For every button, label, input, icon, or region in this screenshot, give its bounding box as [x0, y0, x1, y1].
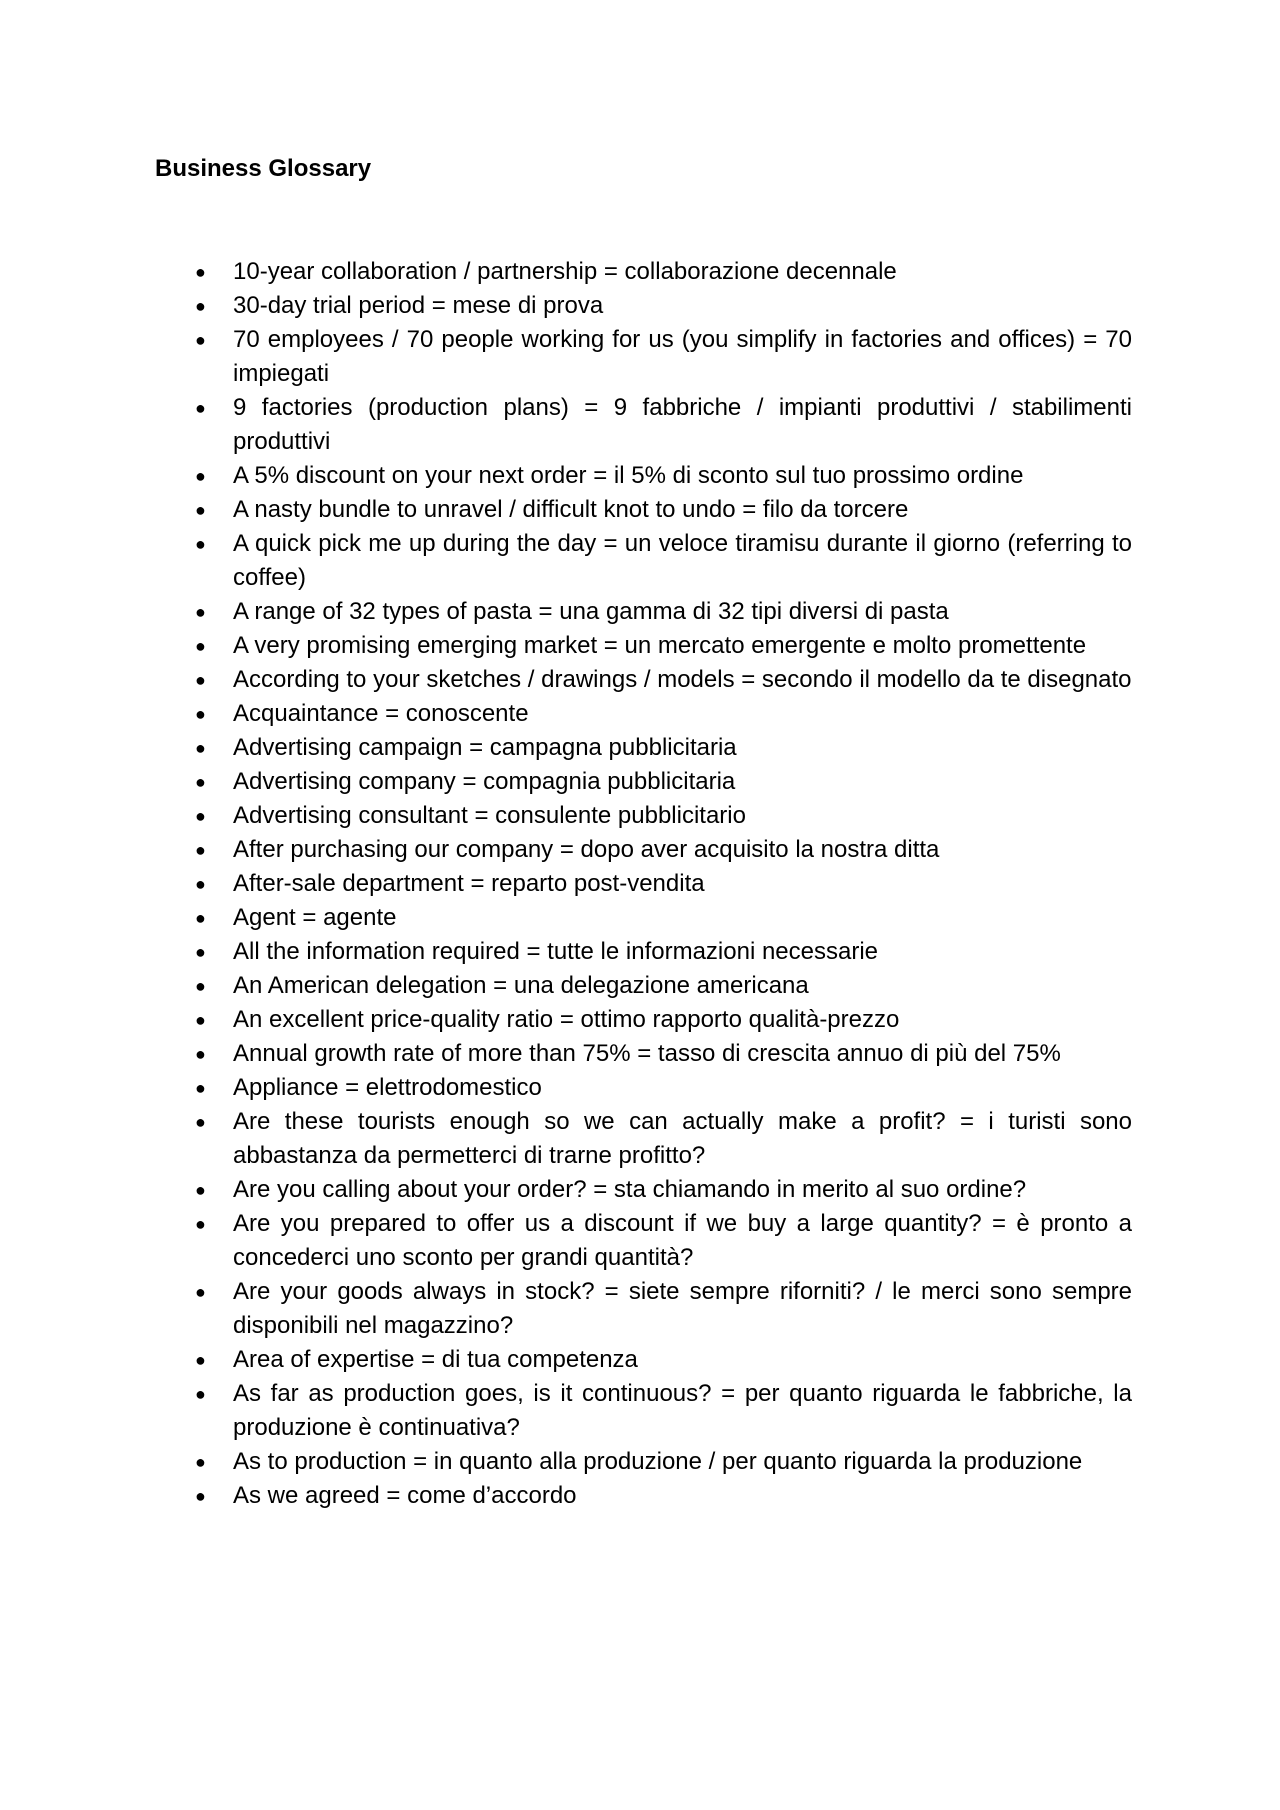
- bullet-icon: ●: [195, 738, 206, 758]
- list-item: [195, 1071, 1132, 1105]
- bullet-icon: ●: [195, 466, 206, 486]
- list-item: [195, 833, 1132, 867]
- bullet-icon: ●: [195, 806, 206, 826]
- list-item: [195, 1173, 1132, 1207]
- entry-text: Are these tourists enough so we can actually make a profit? = i turisti sono abbastanza da permetterci di trarne profitto?: [233, 1108, 1132, 1169]
- entry-text: A quick pick me up during the day = un veloce tiramisu durante il giorno (referring to coffee): [233, 530, 1132, 591]
- bullet-icon: ●: [195, 942, 206, 962]
- entry-text: A very promising emerging market = un mercato emergente e molto promettente: [233, 632, 1087, 659]
- list-item: [195, 289, 1132, 323]
- entry-text: Appliance = elettrodomestico: [233, 1074, 542, 1101]
- bullet-icon: ●: [195, 1452, 206, 1472]
- list-item: [195, 901, 1132, 935]
- entry-text: All the information required = tutte le informazioni necessarie: [233, 938, 878, 965]
- entry-text: According to your sketches / drawings / models = secondo il modello da te disegnato: [233, 666, 1132, 693]
- bullet-icon: ●: [195, 704, 206, 724]
- list-item: [195, 391, 1132, 459]
- bullet-icon: ●: [195, 874, 206, 894]
- entry-text: After purchasing our company = dopo aver acquisito la nostra ditta: [233, 836, 940, 863]
- bullet-icon: ●: [195, 908, 206, 928]
- bullet-icon: ●: [195, 1112, 206, 1132]
- bullet-icon: ●: [195, 1078, 206, 1098]
- bullet-icon: ●: [195, 602, 206, 622]
- list-item: [195, 323, 1132, 391]
- entry-text: As far as production goes, is it continuous? = per quanto riguarda le fabbriche, la produzione è continuativa?: [233, 1380, 1132, 1441]
- list-item: [195, 799, 1132, 833]
- bullet-icon: ●: [195, 398, 206, 418]
- list-item: [195, 697, 1132, 731]
- entry-text: A 5% discount on your next order = il 5% di sconto sul tuo prossimo ordine: [233, 462, 1024, 489]
- entry-text: A range of 32 types of pasta = una gamma di 32 tipi diversi di pasta: [233, 598, 949, 625]
- list-item: [195, 731, 1132, 765]
- list-item: [195, 527, 1132, 595]
- bullet-icon: ●: [195, 670, 206, 690]
- entry-text: 10-year collaboration / partnership = collaborazione decennale: [233, 258, 897, 285]
- bullet-icon: ●: [195, 330, 206, 350]
- bullet-icon: ●: [195, 534, 206, 554]
- list-item: [195, 629, 1132, 663]
- entry-text: 70 employees / 70 people working for us (you simplify in factories and offices) = 70 impiegati: [233, 326, 1132, 387]
- bullet-icon: ●: [195, 840, 206, 860]
- entry-text: Area of expertise = di tua competenza: [233, 1346, 638, 1373]
- entry-text: Annual growth rate of more than 75% = tasso di crescita annuo di più del 75%: [233, 1040, 1061, 1067]
- list-item: [195, 1377, 1132, 1445]
- list-item: [195, 1003, 1132, 1037]
- glossary-list: [195, 255, 1132, 1513]
- entry-text: An American delegation = una delegazione americana: [233, 972, 809, 999]
- bullet-icon: ●: [195, 772, 206, 792]
- bullet-icon: ●: [195, 1282, 206, 1302]
- list-item: [195, 493, 1132, 527]
- bullet-icon: ●: [195, 1486, 206, 1506]
- bullet-icon: ●: [195, 500, 206, 520]
- entry-text: Acquaintance = conoscente: [233, 700, 529, 727]
- bullet-icon: ●: [195, 1214, 206, 1234]
- bullet-icon: ●: [195, 1044, 206, 1064]
- entry-text: 9 factories (production plans) = 9 fabbriche / impianti produttivi / stabilimenti produttivi: [233, 394, 1132, 455]
- bullet-icon: ●: [195, 976, 206, 996]
- list-item: [195, 1037, 1132, 1071]
- entry-text: Are you calling about your order? = sta chiamando in merito al suo ordine?: [233, 1176, 1027, 1203]
- list-item: [195, 1479, 1132, 1513]
- bullet-icon: ●: [195, 1180, 206, 1200]
- bullet-icon: ●: [195, 296, 206, 316]
- list-item: [195, 1275, 1132, 1343]
- entry-text: After-sale department = reparto post-vendita: [233, 870, 705, 897]
- entry-text: 30-day trial period = mese di prova: [233, 292, 604, 319]
- list-item: [195, 969, 1132, 1003]
- bullet-icon: ●: [195, 636, 206, 656]
- list-item: [195, 255, 1132, 289]
- list-item: [195, 765, 1132, 799]
- list-item: [195, 1207, 1132, 1275]
- entry-text: As we agreed = come d’accordo: [233, 1482, 577, 1509]
- bullet-icon: ●: [195, 1350, 206, 1370]
- bullet-icon: ●: [195, 1010, 206, 1030]
- list-item: [195, 1343, 1132, 1377]
- entry-text: Are you prepared to offer us a discount if we buy a large quantity? = è pronto a concederci uno sconto per grandi quantità?: [233, 1210, 1132, 1271]
- list-item: [195, 459, 1132, 493]
- entry-text: Are your goods always in stock? = siete sempre riforniti? / le merci sono sempre disponibili nel magazzino?: [233, 1278, 1132, 1339]
- entry-text: As to production = in quanto alla produzione / per quanto riguarda la produzione: [233, 1448, 1083, 1475]
- bullet-icon: ●: [195, 262, 206, 282]
- list-item: [195, 595, 1132, 629]
- entry-text: Agent = agente: [233, 904, 397, 931]
- list-item: [195, 867, 1132, 901]
- entry-text: Advertising company = compagnia pubblicitaria: [233, 768, 736, 795]
- entry-text: A nasty bundle to unravel / difficult knot to undo = filo da torcere: [233, 496, 909, 523]
- list-item: [195, 663, 1132, 697]
- list-item: [195, 1105, 1132, 1173]
- list-item: [195, 1445, 1132, 1479]
- entry-text: Advertising consultant = consulente pubblicitario: [233, 802, 746, 829]
- bullet-icon: ●: [195, 1384, 206, 1404]
- entry-text: An excellent price-quality ratio = ottimo rapporto qualità-prezzo: [233, 1006, 900, 1033]
- entry-text: Advertising campaign = campagna pubblicitaria: [233, 734, 737, 761]
- list-item: [195, 935, 1132, 969]
- page-title: Business Glossary: [155, 155, 372, 182]
